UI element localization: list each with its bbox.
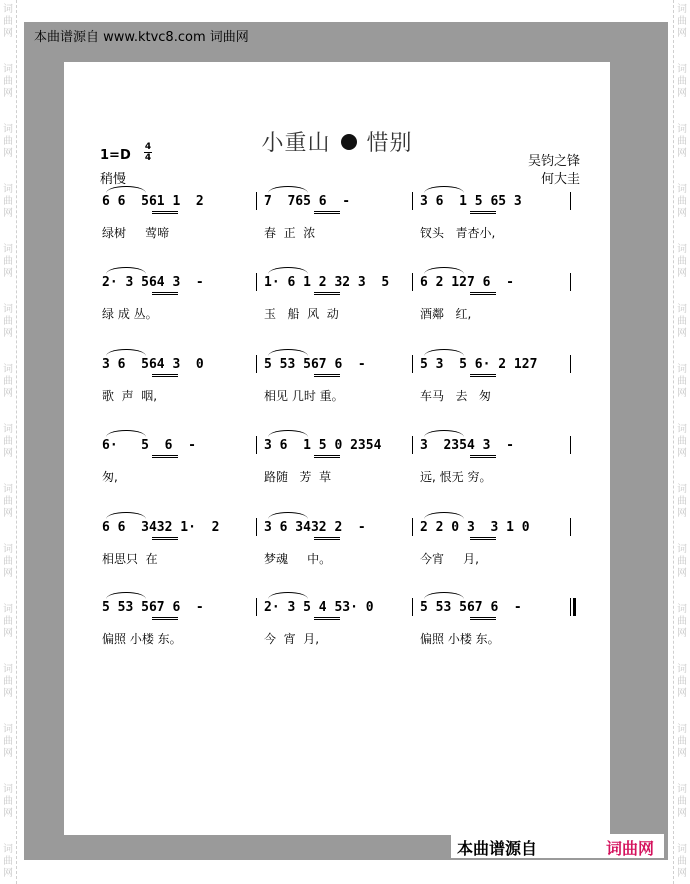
watermark-char: 词 (3, 304, 13, 315)
watermark-char: 曲 (677, 736, 687, 747)
watermark-char: 网 (3, 88, 13, 99)
barline (256, 598, 257, 616)
watermark-char: 曲 (677, 316, 687, 327)
final-barline (573, 598, 576, 616)
sheet-page (64, 62, 610, 835)
watermark-char: 词 (3, 544, 13, 555)
measure-notes: 6· 5 6 - (102, 438, 196, 453)
measure-notes: 6 6 3432 1· 2 (102, 520, 220, 535)
watermark-char: 词 (677, 64, 687, 75)
measure-notes: 6 2 127 6 - (420, 275, 514, 290)
slur-mark (268, 349, 308, 356)
lyric-line: 今 宵 月, (264, 632, 320, 646)
barline (570, 192, 571, 210)
lyric-line: 梦魂 中。 (264, 552, 332, 566)
lyric-line: 远, 恨无 穷。 (420, 470, 492, 484)
beam-line (152, 619, 178, 620)
beam-line (470, 539, 496, 540)
barline (412, 355, 413, 373)
beam-line (314, 457, 340, 458)
beam-line (152, 211, 178, 212)
measure-notes: 2 2 0 3 3 1 0 (420, 520, 530, 535)
barline (412, 598, 413, 616)
slur-mark (424, 186, 464, 193)
watermark-char: 网 (3, 808, 13, 819)
footer-site-name[interactable]: 词曲网 (606, 839, 655, 858)
barline (570, 598, 571, 616)
source-label[interactable]: 本曲谱源自 www.ktvc8.com 词曲网 (34, 30, 249, 45)
barline (256, 273, 257, 291)
beam-line (470, 211, 496, 212)
notation-area (64, 62, 610, 835)
measure-notes: 3 2354 3 - (420, 438, 514, 453)
watermark-char: 词 (677, 724, 687, 735)
watermark-char: 网 (3, 148, 13, 159)
slur-mark (268, 430, 308, 437)
measure-notes: 3 6 3432 2 - (264, 520, 366, 535)
beam-line (152, 457, 178, 458)
lyric-line: 偏照 小楼 东。 (420, 632, 500, 646)
footer-source-label: 本曲谱源自 (457, 839, 538, 858)
watermark-char: 词 (3, 424, 13, 435)
slur-mark (106, 592, 146, 599)
watermark-char: 词 (3, 724, 13, 735)
title-right: 惜别 (366, 131, 413, 156)
barline (256, 355, 257, 373)
slur-mark (424, 267, 464, 274)
barline (412, 192, 413, 210)
beam-line (152, 617, 178, 618)
slur-mark (268, 186, 308, 193)
watermark-char: 网 (3, 748, 13, 759)
slur-mark (106, 512, 146, 519)
watermark-char: 网 (3, 868, 13, 879)
measure-notes: 5 53 567 6 - (102, 600, 204, 615)
watermark-char: 网 (677, 748, 687, 759)
watermark-char: 网 (3, 388, 13, 399)
watermark-char: 曲 (3, 376, 13, 387)
slur-mark (424, 349, 464, 356)
watermark-char: 网 (3, 508, 13, 519)
watermark-char: 曲 (3, 16, 13, 27)
barline (412, 436, 413, 454)
watermark-char: 曲 (677, 676, 687, 687)
watermark-char: 词 (3, 784, 13, 795)
watermark-char: 曲 (3, 616, 13, 627)
watermark-char: 曲 (677, 856, 687, 867)
watermark-char: 网 (677, 268, 687, 279)
slur-mark (268, 592, 308, 599)
watermark-char: 网 (3, 268, 13, 279)
watermark-char: 曲 (3, 736, 13, 747)
right-watermark-strip (673, 0, 690, 884)
beam-line (314, 213, 340, 214)
lyric-line: 路随 芳 草 (264, 470, 332, 484)
lyric-line: 绿 成 丛。 (102, 307, 158, 321)
watermark-char: 曲 (3, 76, 13, 87)
beam-line (314, 537, 340, 538)
watermark-char: 网 (3, 448, 13, 459)
lyric-line: 相思只 在 (102, 552, 158, 566)
watermark-char: 网 (677, 88, 687, 99)
beam-line (470, 617, 496, 618)
slur-mark (106, 349, 146, 356)
lyric-line: 相见 几时 重。 (264, 389, 344, 403)
watermark-char: 曲 (3, 796, 13, 807)
watermark-char: 词 (677, 184, 687, 195)
measure-notes: 6 6 561 1 2 (102, 194, 204, 209)
beam-line (314, 374, 340, 375)
beam-line (314, 294, 340, 295)
watermark-char: 词 (677, 424, 687, 435)
watermark-char: 曲 (3, 856, 13, 867)
beam-line (314, 455, 340, 456)
watermark-char: 曲 (677, 76, 687, 87)
measure-notes: 3 6 564 3 0 (102, 357, 204, 372)
barline (570, 518, 571, 536)
watermark-char: 网 (3, 28, 13, 39)
beam-line (314, 617, 340, 618)
watermark-char: 词 (677, 304, 687, 315)
measure-notes: 5 53 567 6 - (420, 600, 522, 615)
beam-line (314, 292, 340, 293)
key-signature: 1=D (100, 148, 131, 163)
barline (570, 273, 571, 291)
meter-top: 4 (144, 142, 152, 152)
watermark-char: 曲 (677, 796, 687, 807)
watermark-char: 词 (677, 4, 687, 15)
beam-line (470, 455, 496, 456)
lyric-line: 偏照 小楼 东。 (102, 632, 182, 646)
lyricist: 吴钧之锋 (527, 154, 580, 169)
watermark-char: 词 (3, 244, 13, 255)
beam-line (314, 211, 340, 212)
watermark-char: 词 (3, 124, 13, 135)
lyric-line: 绿树 莺啼 (102, 226, 170, 240)
watermark-char: 曲 (677, 196, 687, 207)
measure-notes: 7 765 6 - (264, 194, 351, 209)
watermark-char: 网 (677, 628, 687, 639)
watermark-char: 曲 (677, 16, 687, 27)
watermark-char: 曲 (3, 676, 13, 687)
measure-notes: 3 6 1 5 0 2354 (264, 438, 382, 453)
slur-mark (268, 512, 308, 519)
watermark-char: 词 (3, 844, 13, 855)
measure-notes: 2· 3 5 4 53· 0 (264, 600, 374, 615)
watermark-char: 网 (3, 328, 13, 339)
watermark-char: 词 (3, 4, 13, 15)
meter-bottom: 4 (144, 153, 152, 163)
beam-line (152, 294, 178, 295)
watermark-char: 网 (677, 808, 687, 819)
watermark-char: 词 (3, 664, 13, 675)
beam-line (470, 619, 496, 620)
watermark-char: 网 (3, 628, 13, 639)
watermark-char: 网 (677, 148, 687, 159)
barline (570, 355, 571, 373)
watermark-char: 词 (677, 664, 687, 675)
measure-notes: 5 3 5 6· 2 127 (420, 357, 538, 372)
watermark-char: 词 (3, 484, 13, 495)
lyric-line: 匆, (102, 470, 118, 484)
watermark-char: 曲 (3, 556, 13, 567)
left-watermark-strip (0, 0, 17, 884)
watermark-char: 词 (3, 364, 13, 375)
lyric-line: 酒鄰 红, (420, 307, 472, 321)
beam-line (470, 457, 496, 458)
watermark-char: 词 (677, 124, 687, 135)
measure-notes: 2· 3 564 3 - (102, 275, 204, 290)
beam-line (314, 539, 340, 540)
watermark-char: 曲 (677, 496, 687, 507)
beam-line (470, 374, 496, 375)
lyric-line: 钗头 青杏小, (420, 226, 496, 240)
measure-notes: 5 53 567 6 - (264, 357, 366, 372)
barline (570, 436, 571, 454)
watermark-char: 曲 (677, 376, 687, 387)
slur-mark (424, 512, 464, 519)
watermark-char: 网 (677, 448, 687, 459)
watermark-char: 网 (3, 688, 13, 699)
watermark-char: 曲 (677, 556, 687, 567)
barline (256, 192, 257, 210)
watermark-char: 词 (677, 604, 687, 615)
watermark-char: 词 (677, 244, 687, 255)
beam-line (470, 376, 496, 377)
lyric-line: 今宵 月, (420, 552, 479, 566)
watermark-char: 曲 (677, 616, 687, 627)
beam-line (314, 619, 340, 620)
composer: 何大圭 (540, 172, 580, 187)
measure-notes: 1· 6 1 2 32 3 5 (264, 275, 390, 290)
title-left: 小重山 (261, 131, 331, 156)
barline (412, 273, 413, 291)
barline (412, 518, 413, 536)
watermark-char: 曲 (3, 316, 13, 327)
beam-line (152, 376, 178, 377)
beam-line (152, 537, 178, 538)
watermark-char: 网 (677, 688, 687, 699)
measure-notes: 3 6 1 5 65 3 (420, 194, 522, 209)
watermark-char: 曲 (3, 136, 13, 147)
watermark-char: 曲 (677, 256, 687, 267)
beam-line (152, 455, 178, 456)
lyric-line: 玉 船 风 动 (264, 307, 339, 321)
beam-line (314, 376, 340, 377)
beam-line (470, 537, 496, 538)
tempo-marking: 稍慢 (100, 172, 127, 187)
watermark-char: 网 (677, 208, 687, 219)
watermark-char: 词 (3, 64, 13, 75)
watermark-char: 网 (677, 388, 687, 399)
watermark-char: 词 (677, 784, 687, 795)
slur-mark (424, 592, 464, 599)
watermark-char: 词 (3, 184, 13, 195)
watermark-char: 网 (3, 568, 13, 579)
watermark-char: 曲 (3, 256, 13, 267)
beam-line (152, 374, 178, 375)
watermark-char: 曲 (3, 496, 13, 507)
beam-line (152, 292, 178, 293)
watermark-char: 曲 (3, 436, 13, 447)
watermark-char: 网 (677, 868, 687, 879)
watermark-char: 词 (677, 544, 687, 555)
beam-line (470, 213, 496, 214)
watermark-char: 网 (677, 328, 687, 339)
watermark-char: 曲 (677, 136, 687, 147)
lyric-line: 车马 去 匆 (420, 389, 491, 403)
watermark-char: 网 (3, 208, 13, 219)
watermark-char: 网 (677, 28, 687, 39)
slur-mark (106, 430, 146, 437)
lyric-line: 春 正 浓 (264, 226, 316, 240)
watermark-char: 曲 (677, 436, 687, 447)
beam-line (152, 539, 178, 540)
slur-mark (424, 430, 464, 437)
watermark-char: 曲 (3, 196, 13, 207)
lyric-line: 歌 声 咽, (102, 389, 158, 403)
watermark-char: 词 (3, 604, 13, 615)
slur-mark (268, 267, 308, 274)
watermark-char: 网 (677, 568, 687, 579)
beam-line (470, 292, 496, 293)
slur-mark (106, 186, 146, 193)
footer-banner[interactable] (451, 834, 664, 858)
barline (256, 436, 257, 454)
watermark-char: 网 (677, 508, 687, 519)
watermark-char: 词 (677, 364, 687, 375)
watermark-char: 词 (677, 844, 687, 855)
slur-mark (106, 267, 146, 274)
beam-line (470, 294, 496, 295)
beam-line (152, 213, 178, 214)
barline (256, 518, 257, 536)
watermark-char: 词 (677, 484, 687, 495)
